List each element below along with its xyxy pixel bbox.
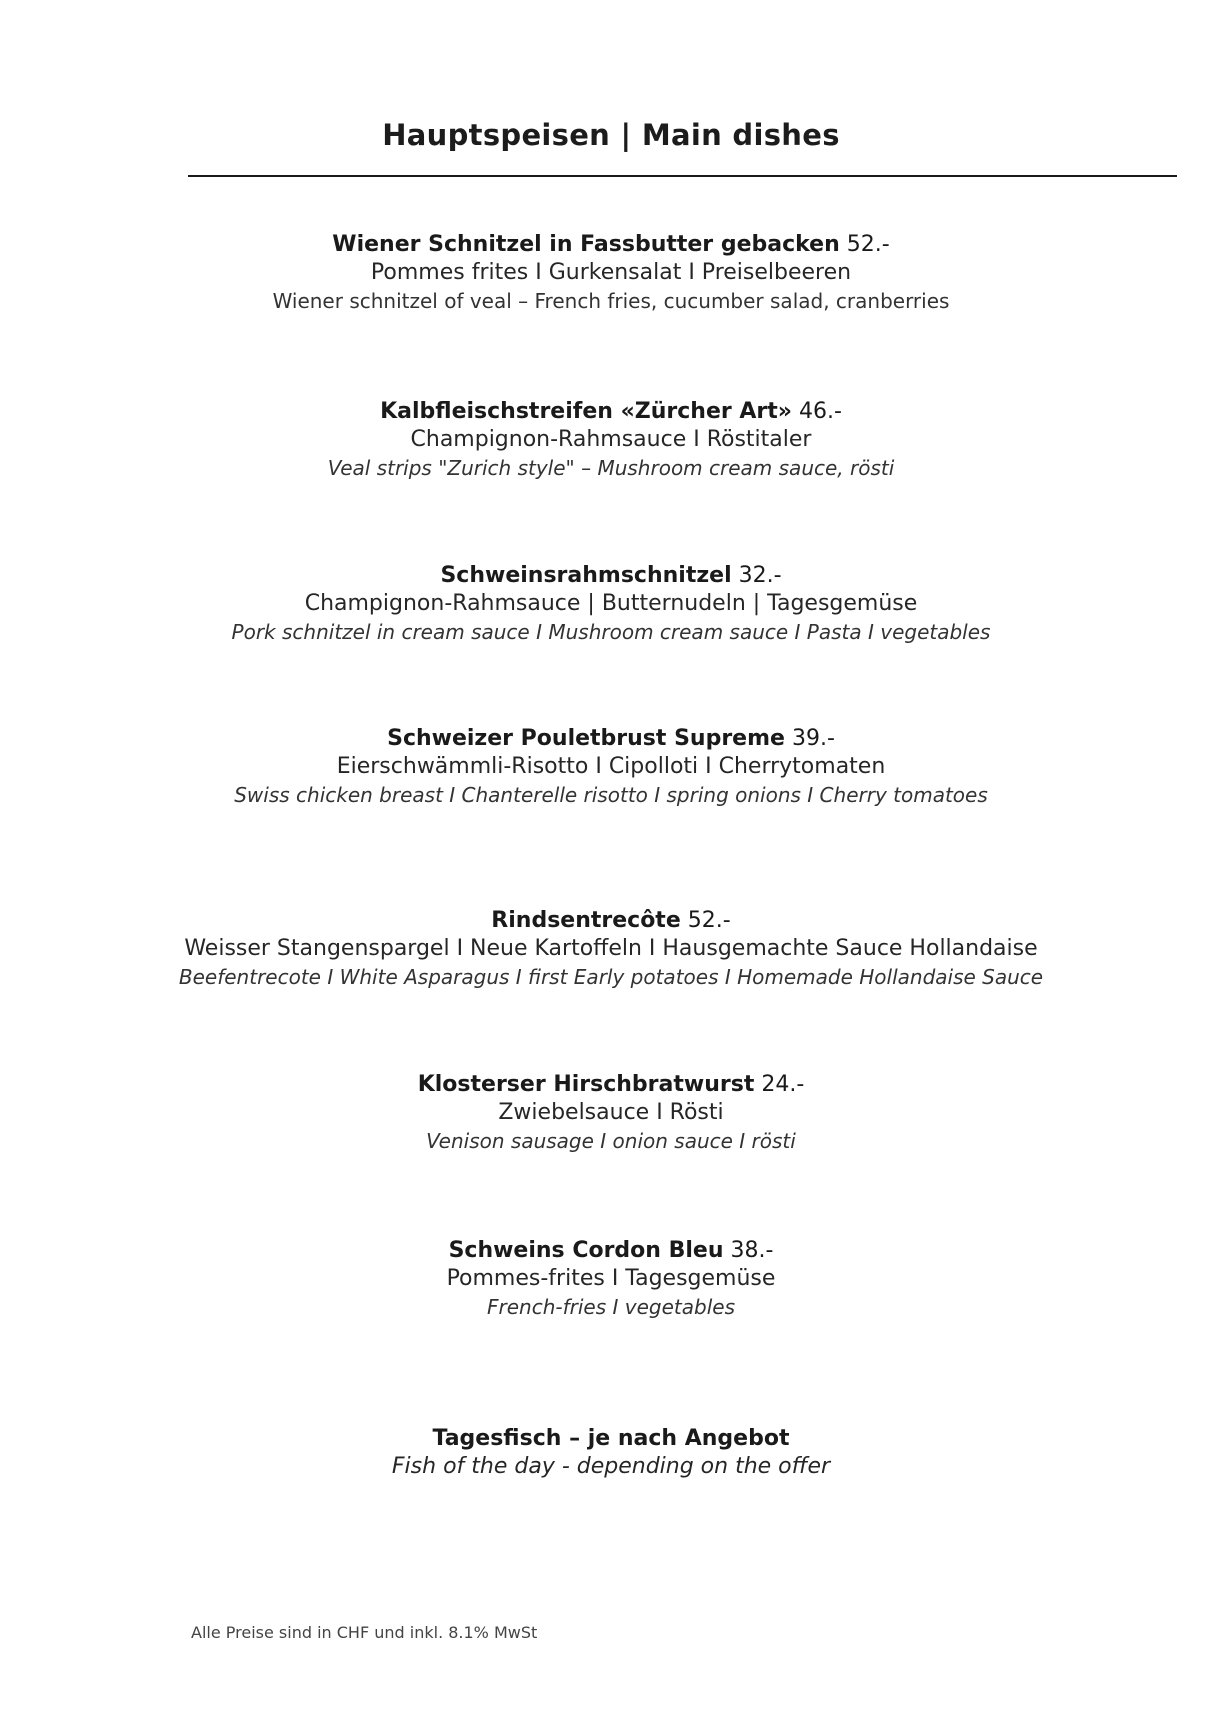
menu-item-rindsentrecote: [0, 907, 1222, 991]
dish-heading: [0, 1071, 1222, 1099]
menu-item-hirschbratwurst: [0, 1071, 1222, 1155]
dish-name: Tagesfisch – je nach Angebot: [432, 1426, 790, 1451]
menu-item-kalbfleischstreifen: [0, 398, 1222, 482]
dish-description-en: Swiss chicken breast I Chanterelle risotto I spring onions I Cherry tomatoes: [234, 783, 988, 807]
dish-name: Schweins Cordon Bleu: [448, 1238, 724, 1263]
dish-name: Rindsentrecôte: [491, 908, 681, 933]
dish-description-en: Fish of the day - depending on the offer: [391, 1454, 831, 1479]
dish-price: 32.-: [738, 563, 782, 588]
dish-price: 24.-: [761, 1072, 805, 1097]
dish-heading: [0, 231, 1222, 259]
dish-description-de: Pommes-frites I Tagesgemüse: [446, 1266, 776, 1291]
dish-price: 39.-: [791, 726, 835, 751]
dish-description-de: Eierschwämmli-Risotto I Cipolloti I Cherrytomaten: [336, 754, 886, 779]
menu-item-pouletbrust: [0, 725, 1222, 809]
title-divider: [188, 175, 1177, 177]
dish-description-en: French-fries I vegetables: [487, 1295, 735, 1319]
dish-name: Klosterser Hirschbratwurst: [417, 1072, 755, 1097]
dish-name: Schweizer Pouletbrust Supreme: [387, 726, 785, 751]
dish-description-en: Veal strips "Zurich style" – Mushroom cream sauce, rösti: [327, 456, 895, 480]
dish-heading: [0, 562, 1222, 590]
dish-price: 52.-: [846, 232, 890, 257]
dish-heading: [0, 725, 1222, 753]
menu-item-schweinsrahmschnitzel: [0, 562, 1222, 646]
menu-item-tagesfisch: [0, 1425, 1222, 1481]
dish-price: 38.-: [730, 1238, 774, 1263]
dish-name: Wiener Schnitzel in Fassbutter gebacken: [332, 232, 840, 257]
dish-description-en: Venison sausage I onion sauce I rösti: [426, 1129, 796, 1153]
dish-price: 52.-: [687, 908, 731, 933]
dish-name: Kalbfleischstreifen «Zürcher Art»: [380, 399, 792, 424]
dish-name: Schweinsrahmschnitzel: [440, 563, 732, 588]
dish-description-de: Zwiebelsauce I Rösti: [498, 1100, 724, 1125]
dish-heading: [0, 907, 1222, 935]
dish-description-de: Champignon-Rahmsauce | Butternudeln | Tagesgemüse: [304, 591, 918, 616]
dish-price: 46.-: [798, 399, 842, 424]
dish-heading: [0, 1425, 1222, 1453]
dish-description-en: Beefentrecote I White Asparagus I first Early potatoes I Homemade Hollandaise Sauce: [178, 965, 1044, 989]
dish-description-de: Weisser Stangenspargel I Neue Kartoffeln I Hausgemachte Sauce Hollandaise: [184, 936, 1038, 961]
menu-item-wiener-schnitzel: [0, 231, 1222, 315]
dish-heading: [0, 398, 1222, 426]
price-footnote: Alle Preise sind in CHF und inkl. 8.1% MwSt: [191, 1623, 538, 1642]
dish-description-en: Wiener schnitzel of veal – French fries, cucumber salad, cranberries: [272, 289, 950, 313]
dish-description-de: Champignon-Rahmsauce I Röstitaler: [410, 427, 812, 452]
dish-description-en: Pork schnitzel in cream sauce I Mushroom cream sauce I Pasta I vegetables: [231, 620, 991, 644]
dish-heading: [0, 1237, 1222, 1265]
dish-description-de: Pommes frites I Gurkensalat I Preiselbeeren: [370, 260, 852, 285]
menu-item-cordon-bleu: [0, 1237, 1222, 1321]
page-title: Hauptspeisen | Main dishes: [382, 118, 840, 152]
